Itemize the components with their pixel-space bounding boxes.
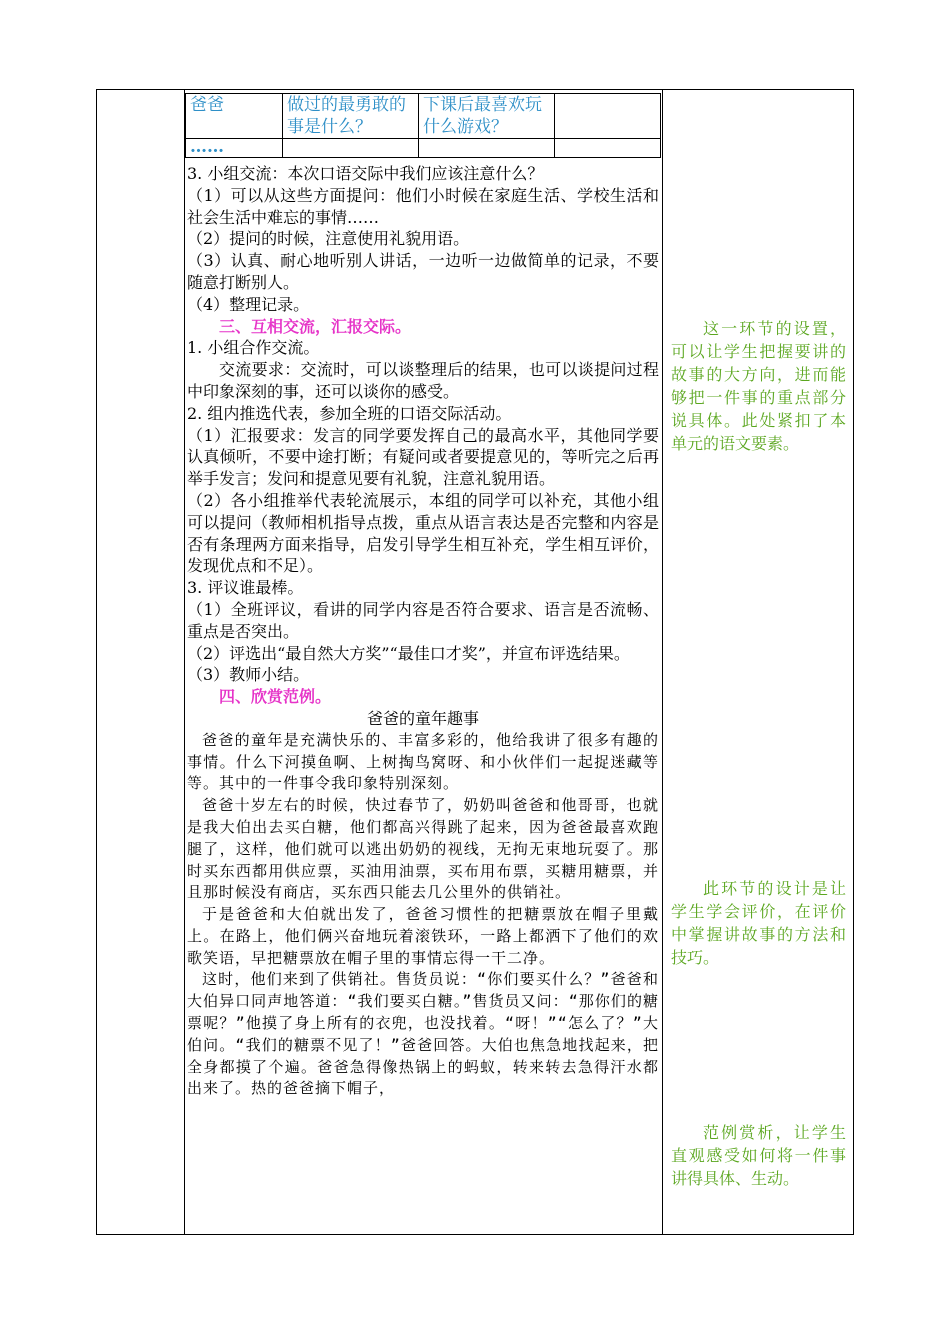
paragraph: （4）整理记录。 [187,294,310,314]
paragraph: （3）认真、耐心地听别人讲话，一边听一边做简单的记录，不要随意打断别人。 [187,251,659,292]
paragraph: 2. 组内推选代表，参加全班的口语交际活动。 [187,403,512,423]
design-notes-column [663,89,854,1235]
table-row [186,94,661,139]
design-note: 范例赏析，让学生直观感受如何将一件事讲得具体、生动。 [671,1123,846,1188]
table-cell [419,139,555,158]
paragraph: （2）评选出“最自然大方奖”“最佳口才奖”，并宣布评选结果。 [187,643,630,663]
teaching-process-column [185,89,663,1235]
story-paragraph: 爸爸的童年是充满快乐的、丰富多彩的，他给我讲了很多有趣的事情。什么下河摸鱼啊、上树掏鸟窝呀、和小伙伴们一起捉迷藏等等。其中的一件事令我印象特别深刻。 [187,730,659,793]
paragraph: 3. 小组交流：本次口语交际中我们应该注意什么？ [187,164,544,183]
paragraph: （2）提问的时候，注意使用礼貌用语。 [187,229,470,249]
paragraph: 交流要求：交流时，可以谈整理后的结果，也可以谈提问过程中印象深刻的事，还可以谈你的感受。 [187,360,659,401]
table-cell [555,139,661,158]
paragraph: （3）教师小结。 [187,665,310,685]
table-cell: 爸爸 [186,94,283,139]
story-title: 爸爸的童年趣事 [366,708,479,728]
design-note: 此环节的设计是让学生学会评价，在评价中掌握讲故事的方法和技巧。 [671,879,846,967]
lesson-body [185,163,661,1100]
story-paragraph: 爸爸十岁左右的时候，快过春节了，奶奶叫爸爸和他哥哥，也就是我大伯出去买白糖，他们都高兴得跳了起来，因为爸爸最喜欢跑腿了，这样，他们就可以逃出奶奶的视线，无拘无束地玩耍了。那时买东西都用供应票，买油用油票，买布用布票，买糖用糖票，并且那时候没有商店，买东西只能去几公里外的供销社。 [187,796,659,902]
table-cell: …… [186,139,283,158]
paragraph: 1. 小组合作交流。 [187,338,320,358]
paragraph: （1）可以从这些方面提问：他们小时候在家庭生活、学校生活和社会生活中难忘的事情…… [187,185,659,227]
section-heading: 四、欣赏范例。 [219,687,332,707]
design-note: 这一环节的设置，可以让学生把握要讲的故事的大方向，进而能够把一件事的重点部分说具体。此处紧扣了本单元的语文要素。 [671,319,846,453]
table-row [186,139,661,158]
story-paragraph: 这时，他们来到了供销社。售货员说：“你们要买什么？”爸爸和大伯异口同声地答道：“我们要买白糖。”售货员又问：“那你们的糖票呢？”他摸了身上所有的衣兜，也没找着。“呀！”“怎么了？”大伯问。“我们的糖票不见了！”爸爸回答。大伯也焦急地找起来，把全身都摸了个遍。爸爸急得像热锅上的蚂蚁，转来转去急得汗水都出来了。热的爸爸摘下帽子， [187,970,659,1098]
paragraph: （2）各小组推举代表轮流展示，本组的同学可以补充，其他小组可以提问（教师相机指导点拨，重点从语言表达是否完整和内容是否有条理两方面来指导，启发引导学生相互补充，学生相互评价，发现优点和不足）。 [187,490,659,576]
story-paragraph: 于是爸爸和大伯就出发了，爸爸习惯性的把糖票放在帽子里戴上。在路上，他们俩兴奋地玩着滚铁环，一路上都洒下了他们的欢歌笑语，早把糖票放在帽子里的事情忘得一干二净。 [187,905,659,967]
table-cell: 做过的最勇敢的事是什么？ [283,94,419,139]
paragraph: （1）全班评议，看讲的同学内容是否符合要求、语言是否流畅、重点是否突出。 [187,599,659,641]
interview-record-table [185,93,661,158]
paragraph: （1）汇报要求：发言的同学要发挥自己的最高水平，其他同学要认真倾听，不要中途打断；有疑问或者要提意见的，等听完之后再举手发言；发问和提意见要有礼貌，注意礼貌用语。 [187,425,659,489]
table-cell [555,94,661,139]
section-heading: 三、互相交流，汇报交际。 [219,316,412,336]
table-cell: 下课后最喜欢玩什么游戏？ [419,94,555,139]
table-cell [283,139,419,158]
paragraph: 3. 评议谁最棒。 [187,578,304,598]
